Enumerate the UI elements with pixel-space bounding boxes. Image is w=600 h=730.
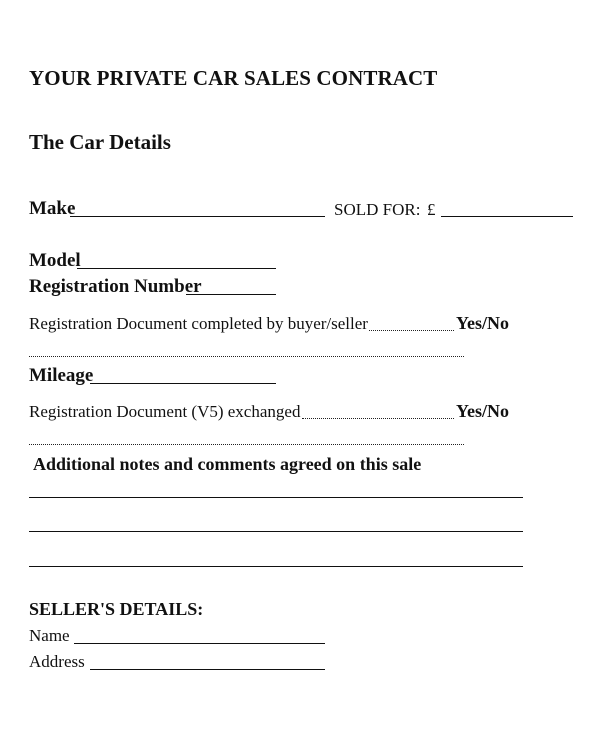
mileage-field[interactable] bbox=[90, 383, 276, 384]
sold-for-label: SOLD FOR: bbox=[334, 200, 421, 219]
mileage-label: Mileage bbox=[29, 365, 94, 386]
additional-notes-label: Additional notes and comments agreed on this sale bbox=[33, 454, 422, 474]
dotted-line-1[interactable] bbox=[29, 356, 464, 357]
section-title-car-details: The Car Details bbox=[29, 130, 171, 154]
notes-line-2[interactable] bbox=[29, 531, 523, 532]
model-field[interactable] bbox=[77, 268, 276, 269]
dotted-line-2[interactable] bbox=[29, 444, 464, 445]
registration-number-label: Registration Number bbox=[29, 276, 202, 297]
address-label: Address bbox=[29, 652, 85, 671]
seller-address-field[interactable] bbox=[90, 669, 325, 670]
reg-doc-v5-dots bbox=[302, 418, 454, 419]
notes-line-3[interactable] bbox=[29, 566, 523, 567]
model-label: Model bbox=[29, 250, 81, 271]
yes-no-option-2[interactable]: Yes/No bbox=[456, 401, 509, 421]
currency-symbol: £ bbox=[427, 200, 436, 219]
sellers-details-title: SELLER'S DETAILS: bbox=[29, 599, 204, 619]
make-field[interactable] bbox=[70, 216, 325, 217]
reg-doc-completed-text: Registration Document completed by buyer/seller bbox=[29, 314, 368, 333]
reg-doc-completed-dots bbox=[369, 330, 454, 331]
name-label: Name bbox=[29, 626, 70, 645]
notes-line-1[interactable] bbox=[29, 497, 523, 498]
reg-doc-v5-text: Registration Document (V5) exchanged bbox=[29, 402, 301, 421]
yes-no-option-1[interactable]: Yes/No bbox=[456, 313, 509, 333]
make-label: Make bbox=[29, 198, 76, 219]
document-title: YOUR PRIVATE CAR SALES CONTRACT bbox=[29, 66, 438, 90]
sold-for-price-field[interactable] bbox=[441, 216, 573, 217]
seller-name-field[interactable] bbox=[74, 643, 325, 644]
registration-number-field[interactable] bbox=[186, 294, 276, 295]
